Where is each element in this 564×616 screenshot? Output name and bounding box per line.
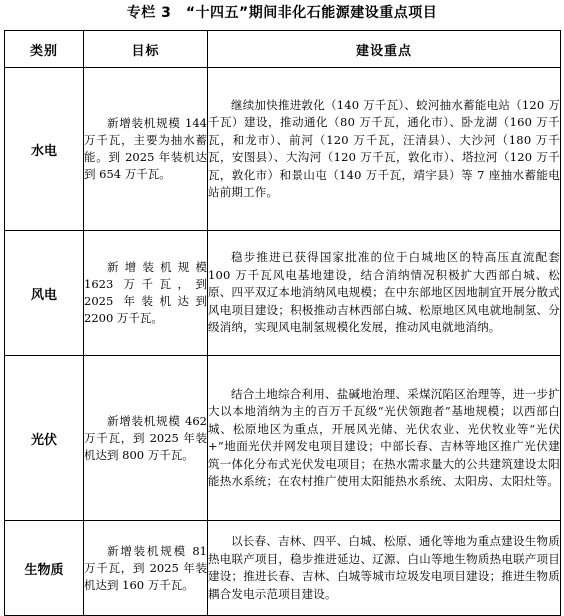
focus-text: 以长春、吉林、四平、白城、松原、通化等地为重点建设生物质热电联产项目，稳步推进延边、辽源、白山等地生物质热电联产项目建设；推进长春、吉林、白城等城市垃圾发电项目建设；推进生物质耦合发电示范项目建设。 bbox=[208, 534, 560, 601]
row-focus bbox=[208, 521, 561, 616]
table-header-row bbox=[5, 31, 561, 68]
goal-text: 新增装机规模 81 万千瓦，到 2025 年装机达到 160 万千瓦。 bbox=[84, 543, 207, 592]
row-category: 风电 bbox=[5, 231, 84, 356]
table-row bbox=[5, 521, 561, 616]
header-goal: 目标 bbox=[84, 31, 208, 68]
goal-text: 新增装机规模 1623 万千瓦，到 2025 年装机达到 2200 万千瓦。 bbox=[84, 260, 207, 325]
row-category: 生物质 bbox=[5, 521, 84, 616]
page-title: 专栏 3 “十四五”期间非化石能源建设重点项目 bbox=[126, 5, 438, 21]
header-focus: 建设重点 bbox=[208, 31, 561, 68]
goal-text: 新增装机规模 462 万千瓦，到 2025 年装机达到 800 万千瓦。 bbox=[84, 413, 207, 462]
focus-text: 结合土地综合利用、盐碱地治理、采煤沉陷区治理等，进一步扩大以本地消纳为主的百万千瓦级“光伏领跑者”基地规模；以西部白城、松原地区为重点，开展风光储、光伏农业、光伏牧业等“光伏+”地面光伏并网发电项目建设；中部长春、吉林等地区推广光伏建筑一体化分布式光伏发电项目；在热水需求量大的公共建筑建设太阳能热水系统；在农村推广使用太阳能热水系统、太阳房、太阳灶等。 bbox=[208, 386, 560, 488]
table-row bbox=[5, 231, 561, 356]
projects-table bbox=[4, 30, 561, 616]
goal-text: 新增装机规模 144 万千瓦，主要为抽水蓄能。到 2025 年装机达到 654 万千瓦。 bbox=[84, 116, 207, 181]
row-goal bbox=[84, 231, 208, 356]
header-category: 类别 bbox=[5, 31, 84, 68]
row-focus bbox=[208, 356, 561, 521]
row-category: 光伏 bbox=[5, 356, 84, 521]
table-row bbox=[5, 356, 561, 521]
row-goal bbox=[84, 356, 208, 521]
row-goal bbox=[84, 521, 208, 616]
row-focus bbox=[208, 231, 561, 356]
focus-text: 稳步推进已获得国家批准的位于白城地区的特高压直流配套 100 万千瓦风电基地建设，结合消纳情况积极扩大西部白城、松原、四平双辽本地消纳风电规模；在中东部地区因地制宜开展分散式风电项目建设；积极推动吉林西部白城、松原地区风电就地制氢、分级消纳，实现风电制氢规模化发展，推动风电就地消纳。 bbox=[208, 250, 560, 335]
row-category: 水电 bbox=[5, 68, 84, 231]
row-focus bbox=[208, 68, 561, 231]
focus-text: 继续加快推进敦化（140 万千瓦）、蛟河抽水蓄能电站（120 万千瓦）建设，推动通化（80 万千瓦，通化市）、卧龙湖（160 万千瓦，和龙市）、前河（120 万千瓦，汪清县）、大沙河（180 万千瓦，安图县）、大沟河（120 万千瓦，敦化市）、塔拉河（120 万千瓦，敦化市）和景山屯（140 万千瓦，靖宇县）等 7 座抽水蓄能电站前期工作。 bbox=[208, 97, 560, 199]
table-row bbox=[5, 68, 561, 231]
row-goal bbox=[84, 68, 208, 231]
